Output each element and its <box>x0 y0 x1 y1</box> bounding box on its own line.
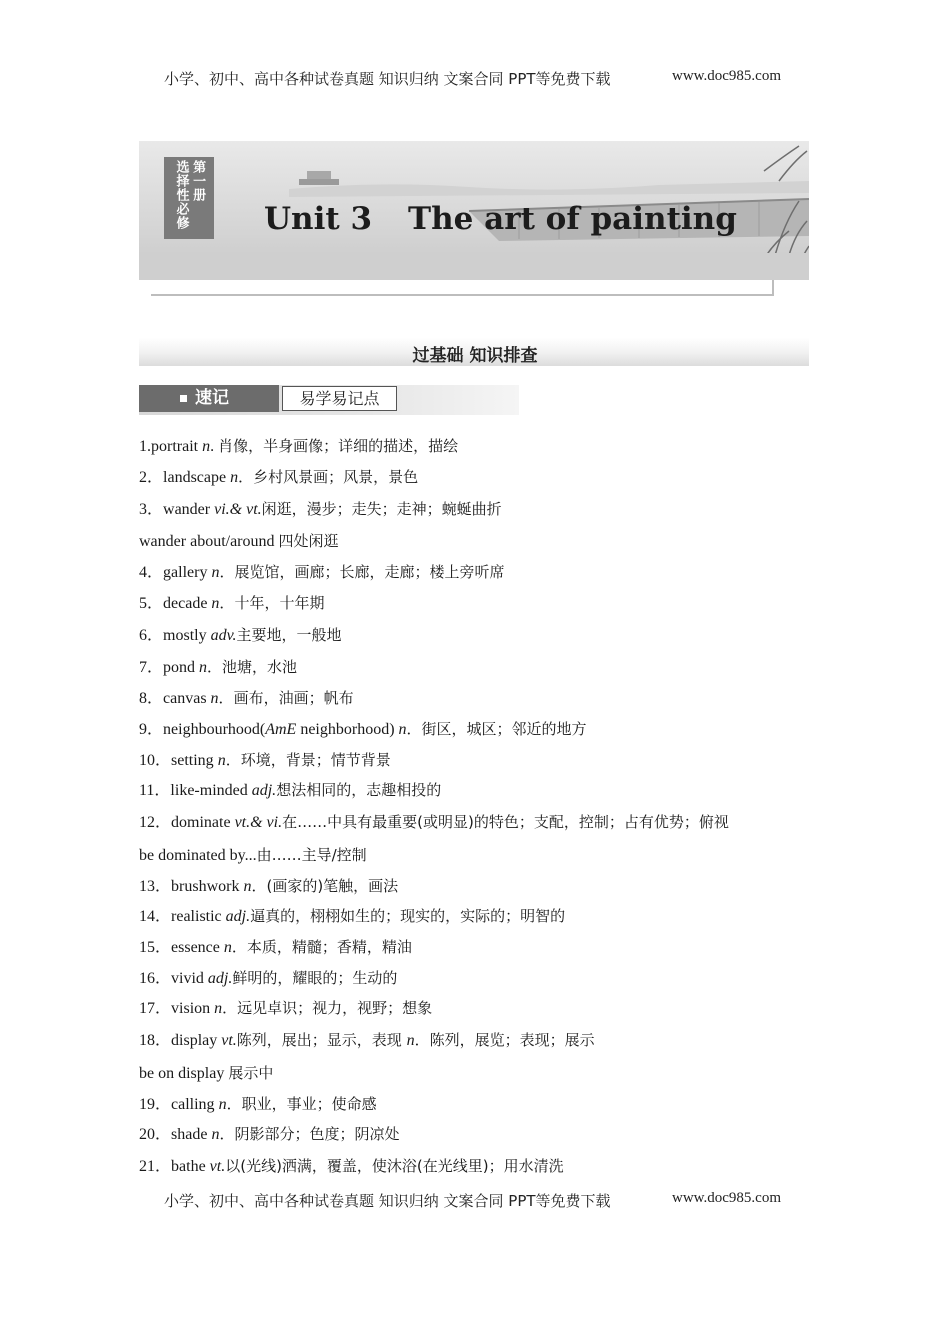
vocab-entry: 6．mostly adv.主要地，一般地 <box>139 626 342 644</box>
vocab-entry: 21．bathe vt.以(光线)洒满，覆盖，使沐浴(在光线里)；用水清洗 <box>139 1157 564 1175</box>
header-text: 小学、初中、高中各种试卷真题 知识归纳 文案合同 PPT等免费下载 <box>164 70 611 88</box>
unit-title <box>264 201 737 237</box>
vocab-entry: 4．gallery n．展览馆，画廊；长廊，走廊；楼上旁听席 <box>139 563 505 581</box>
vocab-entry: 13．brushwork n．(画家的)笔触，画法 <box>139 877 399 895</box>
tag-quick-memo-label: 速记 <box>195 388 229 408</box>
book-label <box>164 157 214 239</box>
vocab-phrase: be on display 展示中 <box>139 1064 274 1082</box>
vocab-entry: 8．canvas n．画布，油画；帆布 <box>139 689 354 707</box>
tag-quick-memo <box>139 385 279 412</box>
vocab-entry: 12．dominate vt.& vi.在……中具有最重要(或明显)的特色；支配，控制；占有优势；俯视 <box>139 813 729 831</box>
vocab-entry: 2．landscape n．乡村风景画；风景，景色 <box>139 468 419 486</box>
tag-easy-points: 易学易记点 <box>282 386 397 411</box>
vocab-entry: 18．display vt.陈列，展出；显示，表现 n．陈列，展览；表现；展示 <box>139 1031 595 1049</box>
vocab-entry: 15．essence n．本质，精髓；香精，精油 <box>139 938 412 956</box>
vocab-entry: 10．setting n．环境，背景；情节背景 <box>139 751 391 769</box>
vocab-entry: 1.portrait n. 肖像，半身画像；详细的描述，描绘 <box>139 437 459 455</box>
vocab-entry: 19．calling n．职业，事业；使命感 <box>139 1095 377 1113</box>
unit-banner <box>139 141 809 280</box>
unit-name: The art of painting <box>408 201 737 237</box>
book-label-series: 选择性必修 <box>173 160 189 230</box>
section-title: 过基础 知识排查 <box>412 346 538 366</box>
vocab-entry: 17．vision n．远见卓识；视力，视野；想象 <box>139 999 433 1017</box>
vocab-entry: 16．vivid adj.鲜明的，耀眼的；生动的 <box>139 969 398 987</box>
header-url[interactable]: www.doc985.com <box>672 68 782 84</box>
vocab-entry: 11．like-minded adj.想法相同的，志趣相投的 <box>139 781 442 799</box>
vocab-entry: 3．wander vi.& vt.闲逛，漫步；走失；走神；蜿蜒曲折 <box>139 500 502 518</box>
vocab-entry: 7．pond n．池塘，水池 <box>139 658 298 676</box>
vocab-entry: 9．neighbourhood(AmE neighborhood) n．街区，城区；邻近的地方 <box>139 720 587 738</box>
unit-number: Unit 3 <box>264 201 373 237</box>
vocab-entry: 14．realistic adj.逼真的，栩栩如生的；现实的，实际的；明智的 <box>139 907 566 925</box>
vocab-phrase: be dominated by...由……主导/控制 <box>139 846 367 864</box>
book-label-volume: 第一册 <box>190 160 206 202</box>
footer-url[interactable]: www.doc985.com <box>672 1190 782 1206</box>
vocab-entry: 20．shade n．阴影部分；色度；阴凉处 <box>139 1125 400 1143</box>
vocab-entry: 5．decade n．十年，十年期 <box>139 594 325 612</box>
vocab-phrase: wander about/around 四处闲逛 <box>139 532 339 550</box>
footer-text: 小学、初中、高中各种试卷真题 知识归纳 文案合同 PPT等免费下载 <box>164 1192 611 1210</box>
banner-frame <box>151 280 774 296</box>
square-bullet-icon <box>180 395 187 402</box>
